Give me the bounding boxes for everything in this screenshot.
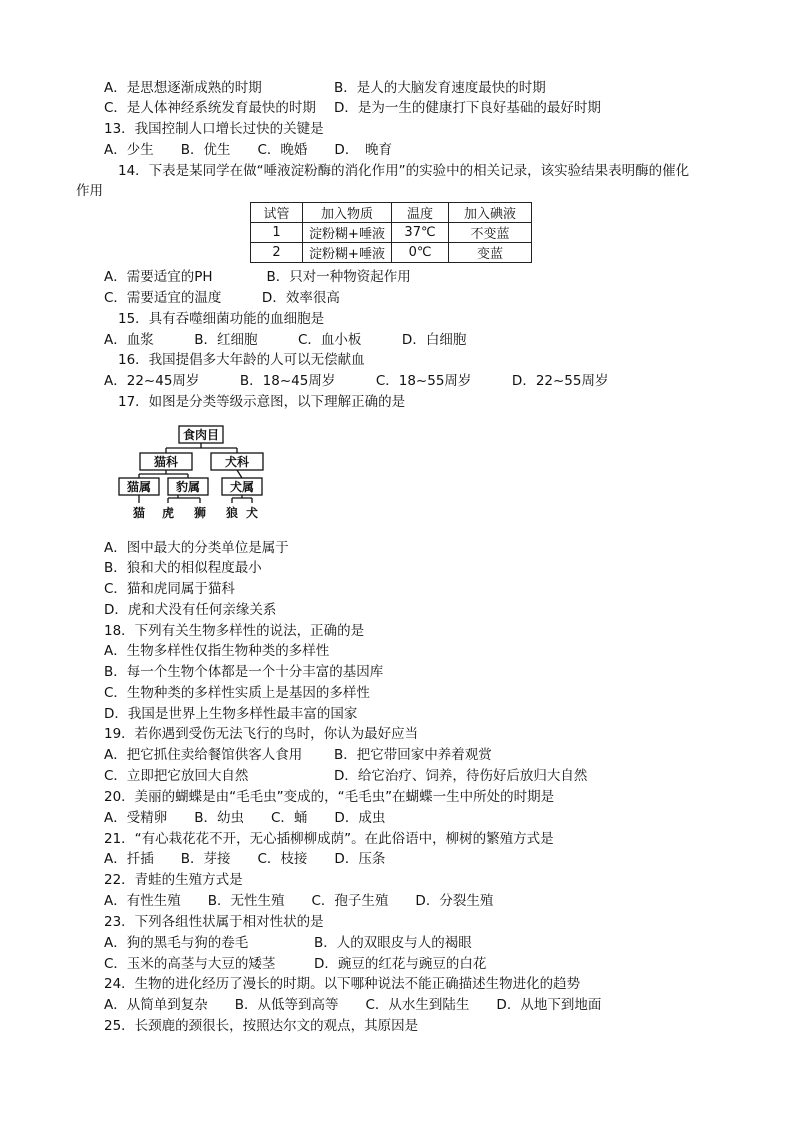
q17-option-d: D．虎和犬没有任何亲缘关系 — [104, 602, 277, 618]
q17-option-b: B．狼和犬的相似程度最小 — [104, 560, 262, 576]
q24-stem: 24．生物的进化经历了漫长的时期。以下哪种说法不能正确描述生物进化的趋势 — [104, 976, 581, 992]
q23-option-c: C．玉米的高茎与大豆的矮茎 — [104, 956, 276, 972]
q20-stem: 20．美丽的蝴蝶是由“毛毛虫”变成的，“毛毛虫”在蝴蝶一生中所处的时期是 — [104, 789, 555, 805]
table-cell: 淀粉糊+唾液 — [303, 223, 392, 243]
experiment-table — [250, 202, 532, 263]
q13-stem: 13．我国控制人口增长过快的关键是 — [104, 121, 324, 137]
family-label: 犬科 — [224, 455, 250, 469]
q21-options: A．扦插 B．芽接 C．枝接 D．压条 — [104, 851, 386, 867]
q16-options: A．22~45周岁 B．18~45周岁 C．18~55周岁 D．22~55周岁 — [104, 373, 609, 389]
table-header-row — [251, 203, 532, 223]
q23-option-b: B．人的双眼皮与人的褐眼 — [314, 935, 472, 951]
q23-option-d: D．豌豆的红花与豌豆的白花 — [314, 956, 487, 972]
q17-option-a: A．图中最大的分类单位是属于 — [104, 540, 289, 556]
table-cell: 37℃ — [392, 223, 449, 243]
q16-stem: 16．我国提倡多大年龄的人可以无偿献血 — [118, 352, 365, 368]
q19-option-c: C．立即把它放回大自然 — [104, 768, 249, 784]
q18-option-c: C．生物种类的多样性实质上是基因的多样性 — [104, 685, 370, 701]
genus-label: 猫属 — [126, 480, 152, 494]
q24-options: A．从简单到复杂 B．从低等到高等 C．从水生到陆生 D．从地下到地面 — [104, 997, 602, 1013]
q12-option-c: C．是人体神经系统发育最快的时期 — [104, 100, 316, 116]
q12-option-d: D．是为一生的健康打下良好基础的最好时期 — [334, 100, 601, 116]
table-cell: 0℃ — [392, 243, 449, 263]
q18-option-b: B．每一个生物个体都是一个十分丰富的基因库 — [104, 664, 384, 680]
q23-stem: 23．下列各组性状属于相对性状的是 — [104, 914, 324, 930]
q21-stem: 21．“有心栽花花不开，无心插柳柳成荫”。在此俗语中，柳树的繁殖方式是 — [104, 831, 554, 847]
q19-option-d: D．给它治疗、饲养，待伤好后放归大自然 — [334, 768, 588, 784]
q23-option-a: A．狗的黑毛与狗的卷毛 — [104, 935, 249, 951]
table-row — [251, 243, 532, 263]
q13-options: A．少生 B．优生 C．晚婚 D． 晚育 — [104, 142, 393, 158]
table-header: 温度 — [392, 203, 449, 223]
q14-options-ab: A．需要适宜的PH B．只对一种物资起作用 — [104, 269, 411, 285]
species-label: 狼 — [225, 506, 239, 520]
table-row — [251, 223, 532, 243]
q20-options: A．受精卵 B．幼虫 C．蛹 D．成虫 — [104, 810, 386, 826]
species-label: 犬 — [245, 506, 259, 520]
q15-stem: 15．具有吞噬细菌功能的血细胞是 — [118, 311, 325, 327]
q25-stem: 25．长颈鹿的颈很长，按照达尔文的观点，其原因是 — [104, 1018, 419, 1034]
table-header: 加入物质 — [303, 203, 392, 223]
table-cell: 2 — [251, 243, 303, 263]
classification-diagram — [118, 423, 268, 523]
table-cell: 1 — [251, 223, 303, 243]
q15-options: A．血浆 B．红细胞 C．血小板 D．白细胞 — [104, 332, 467, 348]
q17-option-c: C．猫和虎同属于猫科 — [104, 581, 235, 597]
table-cell: 变蓝 — [449, 243, 532, 263]
species-label: 狮 — [193, 506, 207, 520]
genus-label: 豹属 — [175, 480, 201, 494]
q18-option-a: A．生物多样性仅指生物种类的多样性 — [104, 643, 330, 659]
order-label: 食肉目 — [182, 428, 220, 442]
q18-stem: 18．下列有关生物多样性的说法，正确的是 — [104, 623, 365, 639]
table-cell: 不变蓝 — [449, 223, 532, 243]
q19-stem: 19．若你遇到受伤无法飞行的鸟时，你认为最好应当 — [104, 726, 419, 742]
q14-stem-cont: 作用 — [76, 183, 103, 199]
genus-label: 犬属 — [229, 480, 255, 494]
q19-option-a: A．把它抓住卖给餐馆供客人食用 — [104, 747, 303, 763]
q18-option-d: D．我国是世界上生物多样性最丰富的国家 — [104, 706, 358, 722]
q22-options: A．有性生殖 B．无性生殖 C．孢子生殖 D．分裂生殖 — [104, 893, 494, 909]
q14-options-cd: C．需要适宜的温度 D．效率很高 — [104, 290, 340, 306]
table-header: 加入碘液 — [449, 203, 532, 223]
species-label: 虎 — [161, 506, 175, 520]
q14-stem: 14．下表是某同学在做“唾液淀粉酶的消化作用”的实验中的相关记录，该实验结果表明酶的催化 — [118, 163, 690, 179]
table-header: 试管 — [251, 203, 303, 223]
family-label: 猫科 — [153, 455, 179, 469]
q17-stem: 17．如图是分类等级示意图，以下理解正确的是 — [118, 394, 406, 410]
q12-option-b: B．是人的大脑发育速度最快的时期 — [334, 80, 546, 96]
table-cell: 淀粉糊+唾液 — [303, 243, 392, 263]
q19-option-b: B．把它带回家中养着观赏 — [334, 747, 492, 763]
q22-stem: 22．青蛙的生殖方式是 — [104, 872, 243, 888]
species-label: 猫 — [132, 506, 146, 520]
q12-option-a: A．是思想逐渐成熟的时期 — [104, 80, 262, 96]
